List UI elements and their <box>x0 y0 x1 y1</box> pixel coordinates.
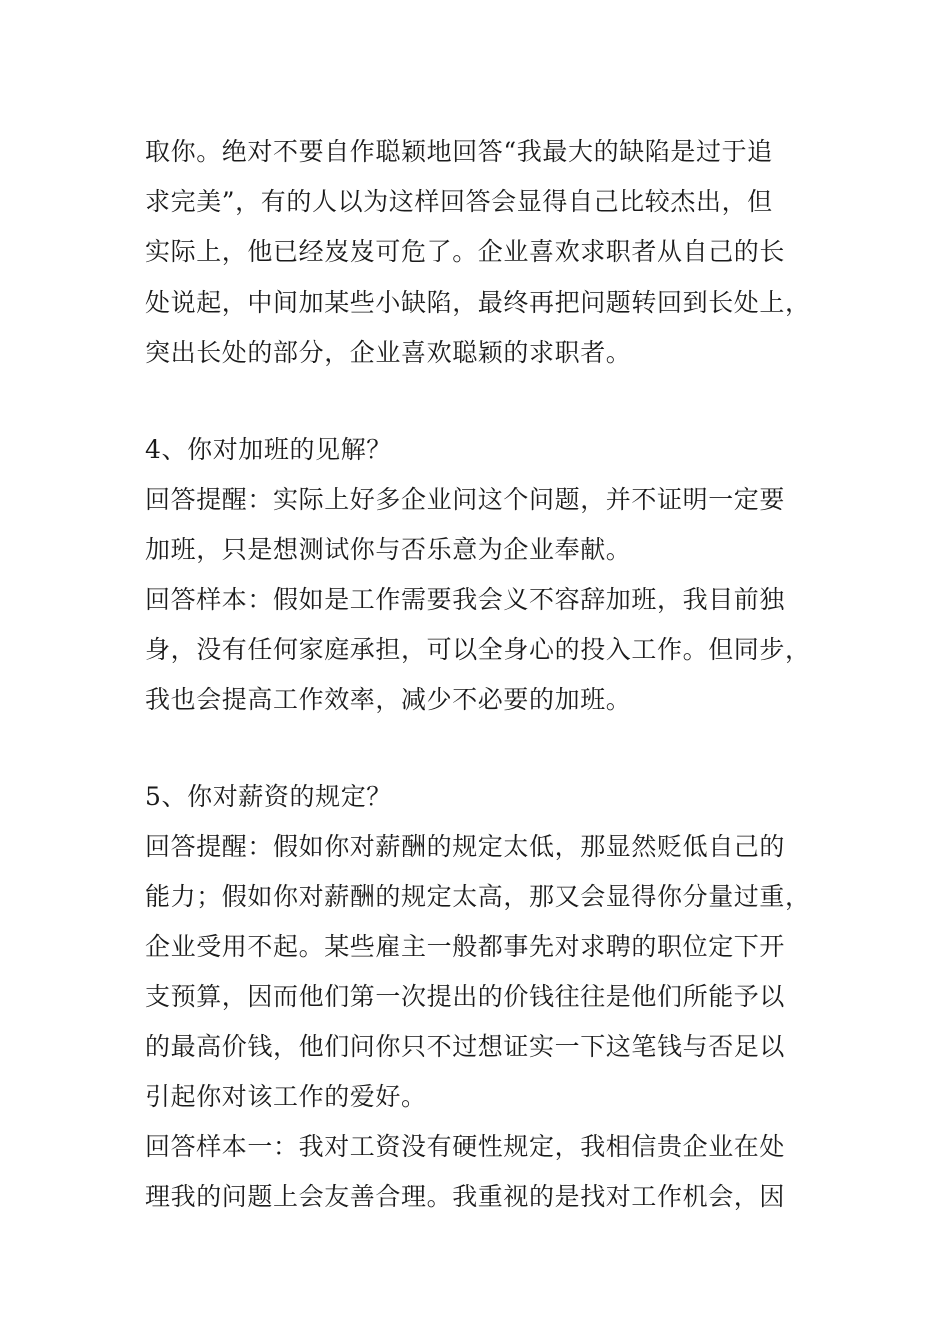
paragraph-line: 求完美”，有的人以为这样回答会显得自己比较杰出，但 <box>145 187 773 216</box>
question-heading: 5、你对薪资的规定？ <box>145 782 392 811</box>
paragraph-line: 实际上，他已经岌岌可危了。企业喜欢求职者从自己的长 <box>145 237 786 266</box>
answer-sample-line: 回答样本一：我对工资没有硬性规定，我相信贵企业在处 <box>145 1132 786 1161</box>
answer-hint-line: 支预算，因而他们第一次提出的价钱往往是他们所能予以 <box>145 982 786 1011</box>
answer-hint-line: 回答提醒：假如你对薪酬的规定太低，那显然贬低自己的 <box>145 832 786 861</box>
answer-hint-line: 的最高价钱，他们问你只不过想证实一下这笔钱与否足以 <box>145 1032 786 1061</box>
answer-hint-line: 引起你对该工作的爱好。 <box>145 1082 427 1111</box>
answer-sample-line: 理我的问题上会友善合理。我重视的是找对工作机会，因 <box>145 1182 786 1211</box>
paragraph-line: 处说起，中间加某些小缺陷，最终再把问题转回到长处上， <box>145 288 811 317</box>
answer-sample-line: 身，没有任何家庭承担，可以全身心的投入工作。但同步， <box>145 635 811 664</box>
answer-sample-line: 我也会提高工作效率，减少不必要的加班。 <box>145 685 632 714</box>
answer-hint-line: 回答提醒：实际上好多企业问这个问题，并不证明一定要 <box>145 485 786 514</box>
answer-hint-line: 企业受用不起。某些雇主一般都事先对求聘的职位定下开 <box>145 932 786 961</box>
answer-hint-line: 加班，只是想测试你与否乐意为企业奉献。 <box>145 535 632 564</box>
answer-hint-line: 能力；假如你对薪酬的规定太高，那又会显得你分量过重， <box>145 882 811 911</box>
answer-sample-line: 回答样本：假如是工作需要我会义不容辞加班，我目前独 <box>145 585 786 614</box>
paragraph-line: 取你。绝对不要自作聪颖地回答“我最大的缺陷是过于追 <box>145 137 773 166</box>
paragraph-line: 突出长处的部分，企业喜欢聪颖的求职者。 <box>145 338 632 367</box>
question-heading: 4、你对加班的见解？ <box>145 435 392 464</box>
